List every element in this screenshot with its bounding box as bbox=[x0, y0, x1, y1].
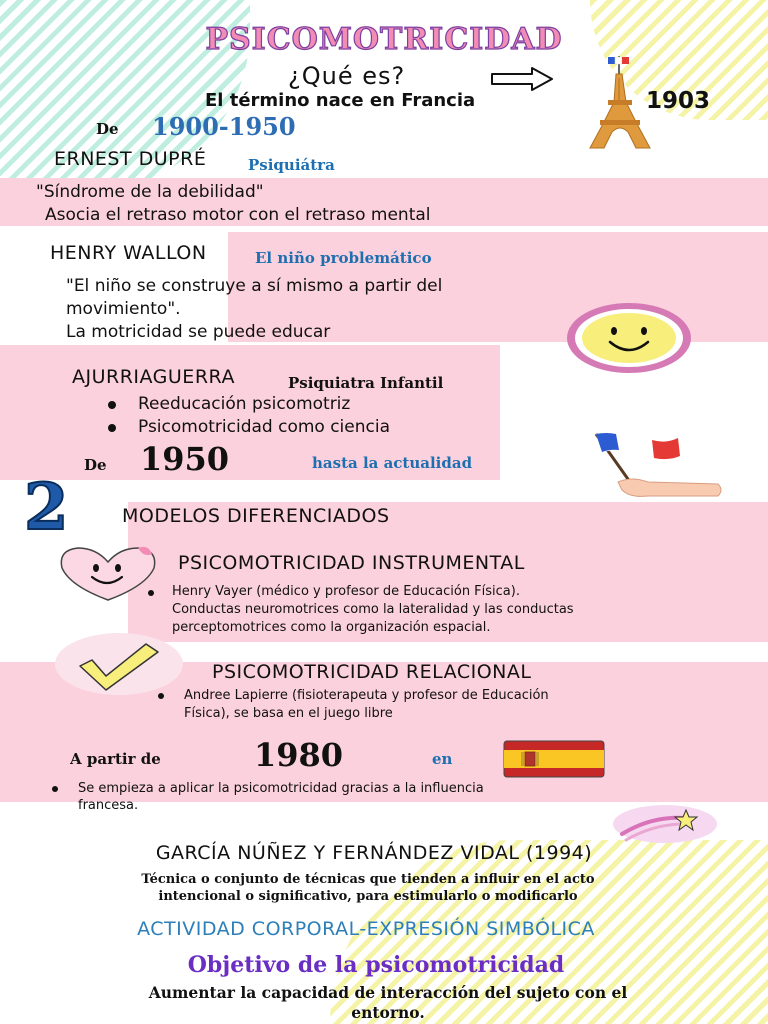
wallon-quote-line2: movimiento". bbox=[66, 299, 181, 319]
que-es-heading: ¿Qué es? bbox=[288, 62, 406, 90]
objetivo-line1: Aumentar la capacidad de interacción del sujeto con el bbox=[148, 983, 628, 1002]
bullet-icon bbox=[158, 693, 164, 699]
period2-suffix: hasta la actualidad bbox=[312, 454, 473, 472]
heart-smiley-icon bbox=[56, 544, 160, 606]
hand-french-flag-icon bbox=[588, 430, 728, 506]
check-mark-icon bbox=[54, 632, 184, 700]
spain-line2: francesa. bbox=[78, 798, 139, 813]
ajurriaguerra-item-text: Reeducación psicomotriz bbox=[138, 394, 351, 414]
wallon-quote-line1: "El niño se construye a sí mismo a partir del bbox=[66, 276, 443, 296]
wallon-name: HENRY WALLON bbox=[50, 242, 207, 264]
ajurriaguerra-role: Psiquiatra Infantil bbox=[288, 374, 444, 392]
smiley-face-icon bbox=[566, 302, 692, 378]
objetivo-line2: entorno. bbox=[351, 1003, 425, 1022]
models-label: MODELOS DIFERENCIADOS bbox=[122, 505, 390, 527]
models-number: 2 bbox=[24, 470, 69, 545]
instrumental-title: PSICOMOTRICIDAD INSTRUMENTAL bbox=[178, 552, 525, 574]
spain-en: en bbox=[432, 750, 453, 768]
instrumental-line2: Conductas neuromotrices como la lateralidad y las conductas bbox=[172, 602, 574, 617]
period2-year: 1950 bbox=[140, 440, 230, 478]
dupre-role: Psiquiátra bbox=[248, 156, 335, 174]
instrumental-line3: perceptomotrices como la organización espacial. bbox=[172, 620, 491, 635]
relacional-title: PSICOMOTRICIDAD RELACIONAL bbox=[212, 661, 532, 683]
garcia-name: GARCÍA NÚÑEZ Y FERNÁNDEZ VIDAL (1994) bbox=[155, 842, 593, 864]
wallon-role: El niño problemático bbox=[255, 249, 432, 267]
period2-de: De bbox=[84, 456, 107, 474]
spain-prefix: A partir de bbox=[70, 750, 161, 768]
bullet-icon bbox=[108, 424, 116, 432]
ajurriaguerra-name: AJURRIAGUERRA bbox=[72, 366, 235, 388]
dupre-quote: "Síndrome de la debilidad" bbox=[36, 182, 264, 202]
dupre-name: ERNEST DUPRÉ bbox=[54, 148, 207, 170]
origin-year: 1903 bbox=[646, 88, 711, 114]
period1-de: De bbox=[96, 120, 119, 138]
ajurriaguerra-item-text: Psicomotricidad como ciencia bbox=[138, 417, 390, 437]
instrumental-line1: Henry Vayer (médico y profesor de Educación Física). bbox=[172, 584, 520, 599]
origin-text: El término nace en Francia bbox=[205, 90, 476, 111]
garcia-line1: Técnica o conjunto de técnicas que tienden a influir en el acto bbox=[141, 872, 595, 887]
bullet-icon bbox=[108, 401, 116, 409]
page-title: PSICOMOTRICIDAD bbox=[205, 22, 563, 57]
ajurriaguerra-item-1 bbox=[108, 394, 350, 414]
spain-line1: Se empieza a aplicar la psicomotricidad gracias a la influencia bbox=[78, 781, 484, 796]
arrow-right-icon bbox=[490, 66, 554, 96]
spain-year: 1980 bbox=[254, 736, 344, 774]
relacional-line2: Física), se basa en el juego libre bbox=[184, 706, 393, 721]
objetivo-title: Objetivo de la psicomotricidad bbox=[187, 952, 565, 978]
garcia-line2: intencional o significativo, para estimularlo o modificarlo bbox=[158, 889, 578, 904]
dupre-desc: Asocia el retraso motor con el retraso mental bbox=[45, 205, 431, 225]
period1-range: 1900-1950 bbox=[152, 112, 296, 141]
spanish-flag-icon bbox=[503, 740, 605, 782]
actividad-heading: ACTIVIDAD CORPORAL-EXPRESIÓN SIMBÓLICA bbox=[137, 918, 595, 940]
ajurriaguerra-item-2 bbox=[108, 417, 390, 437]
bullet-icon bbox=[148, 590, 154, 596]
bullet-icon bbox=[52, 786, 58, 792]
wallon-desc: La motricidad se puede educar bbox=[66, 322, 331, 342]
relacional-line1: Andree Lapierre (fisioterapeuta y profesor de Educación bbox=[184, 688, 549, 703]
